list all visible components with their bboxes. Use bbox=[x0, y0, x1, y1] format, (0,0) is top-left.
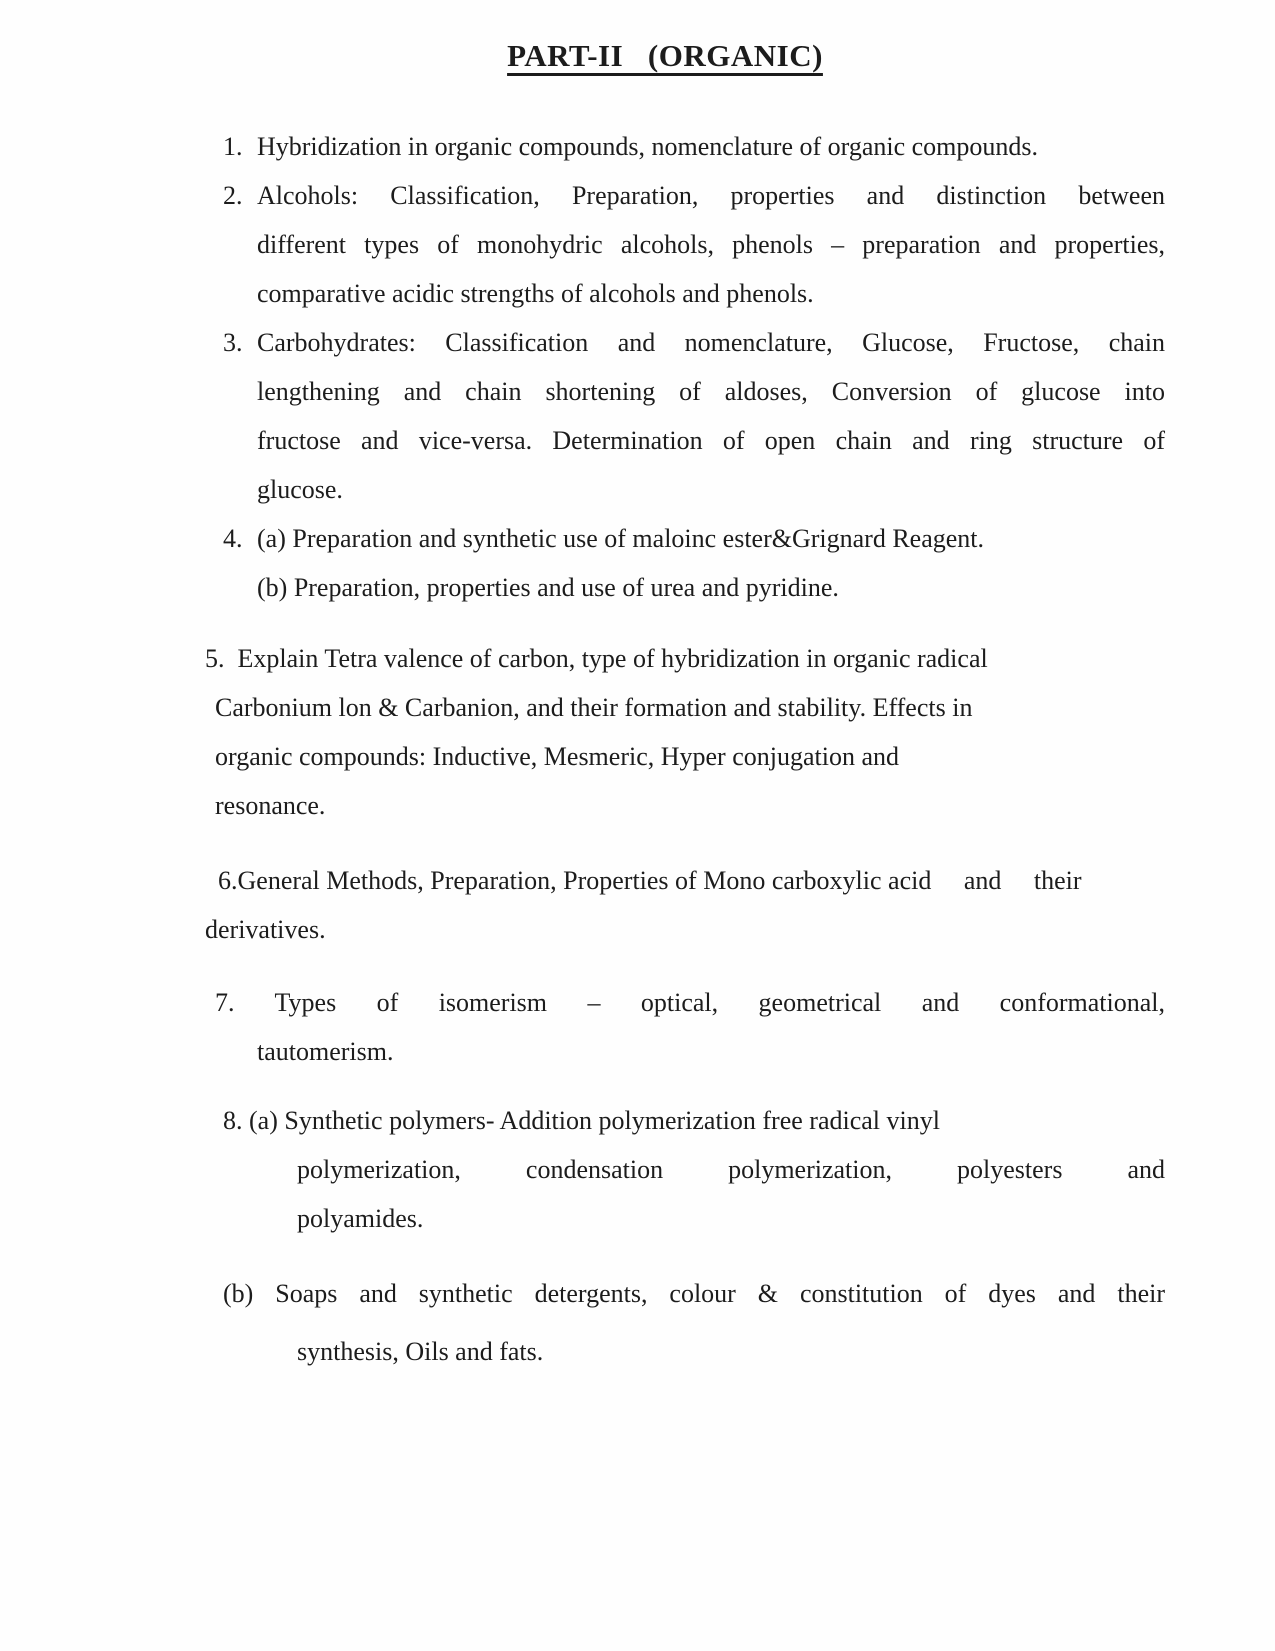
text-line: derivatives. bbox=[205, 915, 326, 944]
text-line: tautomerism. bbox=[257, 1037, 394, 1066]
text-line: Carbonium lon & Carbanion, and their formation and stability. Effects in bbox=[215, 693, 973, 722]
list-item-4-text bbox=[257, 514, 1165, 612]
text-line: (a) Preparation and synthetic use of maloinc ester&Grignard Reagent. bbox=[257, 524, 985, 553]
list-item-2-number: 2. bbox=[223, 181, 243, 210]
page-title-text: PART-II (ORGANIC) bbox=[507, 38, 823, 73]
text-line: Carbohydrates: Classification and nomenclature, Glucose, Fructose, chain bbox=[257, 328, 1165, 357]
list-item-3-number: 3. bbox=[223, 328, 243, 357]
list-item-1 bbox=[205, 122, 1165, 171]
text-line: 8. (a) Synthetic polymers- Addition polymerization free radical vinyl bbox=[223, 1106, 940, 1135]
paragraph-item-5 bbox=[205, 634, 1165, 830]
text-line: synthesis, Oils and fats. bbox=[297, 1337, 544, 1366]
paragraph-item-7 bbox=[205, 978, 1165, 1076]
text-line: 5. Explain Tetra valence of carbon, type of hybridization in organic radical bbox=[205, 644, 988, 673]
list-item-4 bbox=[205, 514, 1165, 612]
list-item-4-number: 4. bbox=[223, 524, 243, 553]
paragraph-item-8a bbox=[205, 1096, 1165, 1243]
text-line: lengthening and chain shortening of aldoses, Conversion of glucose into bbox=[257, 377, 1165, 406]
text-line: Hybridization in organic compounds, nomenclature of organic compounds. bbox=[257, 132, 1039, 161]
text-line: glucose. bbox=[257, 475, 343, 504]
text-line: fructose and vice-versa. Determination of open chain and ring structure of bbox=[257, 426, 1165, 455]
text-line: polyamides. bbox=[297, 1204, 424, 1233]
text-line: comparative acidic strengths of alcohols and phenols. bbox=[257, 279, 814, 308]
text-line: different types of monohydric alcohols, phenols – preparation and properties, bbox=[257, 230, 1165, 259]
text-line: organic compounds: Inductive, Mesmeric, Hyper conjugation and bbox=[215, 742, 900, 771]
list-item-1-number: 1. bbox=[223, 132, 243, 161]
paragraph-item-6 bbox=[205, 856, 1165, 954]
list-item-3 bbox=[205, 318, 1165, 514]
text-line: polymerization, condensation polymerization, polyesters and bbox=[297, 1155, 1165, 1184]
page-title bbox=[185, 0, 1145, 78]
text-line: 6.General Methods, Preparation, Properties of Mono carboxylic acid and their bbox=[218, 866, 1082, 895]
list-item-1-text bbox=[257, 122, 1165, 171]
text-line: 7. Types of isomerism – optical, geometrical and conformational, bbox=[215, 988, 1165, 1017]
text-line: (b) Preparation, properties and use of urea and pyridine. bbox=[257, 573, 839, 602]
list-item-3-text bbox=[257, 318, 1165, 514]
text-line: resonance. bbox=[215, 791, 326, 820]
text-line: (b) Soaps and synthetic detergents, colour & constitution of dyes and their bbox=[223, 1279, 1165, 1308]
text-line: Alcohols: Classification, Preparation, properties and distinction between bbox=[257, 181, 1165, 210]
page-content bbox=[205, 0, 1165, 1376]
paragraph-item-8b bbox=[205, 1269, 1165, 1376]
list-item-2 bbox=[205, 171, 1165, 318]
list-item-2-text bbox=[257, 171, 1165, 318]
